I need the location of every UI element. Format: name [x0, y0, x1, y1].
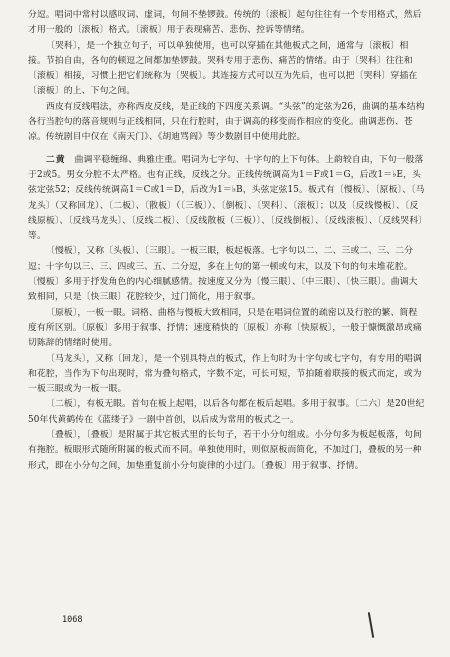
page-number: 1068	[62, 615, 83, 625]
paragraph-kuke: 〔哭科〕，是一个独立句子，可以单独使用，也可以穿插在其他板式之间，通常与〔滚板〕相接。节拍自由，各句的顿逗之间都加垫锣鼓。哭科专用于悲伤、痛苦的情绪。由于〔哭科〕往往和〔滚板〕相接，习惯上把它们统称为〔哭板〕。其连接方式可以互为先后，也可以把〔哭科〕穿插在〔滚板〕的上、下句之间。	[28, 40, 418, 97]
paragraph-malongtou: 〔马龙头〕，又称〔回龙〕，是一个别具特点的板式，作上句时为十字句或七字句，有专用的唱调和花腔，当作为下句出现时，常为叠句格式，字数不定，可长可短，节拍随着联接的板式而定，或为一板三眼或为一板一眼。	[28, 353, 422, 395]
pen-mark	[368, 612, 374, 638]
section-erhuang: 二黄 曲调平稳缠绵、典雅庄重。唱词为七字句、十字句的上下句体。上韵较自由，下句一般落于2或5。男女分腔不太严格。也有正线，反线之分。正线传统调高为1＝F或1＝G，后改1＝♭E，头弦定弦52；反线传统调高1＝C或1＝D，后改为1＝♭B，头弦定弦15。板式有〔慢板〕、〔原板〕、〔马龙头〕（又称回龙）、〔二板〕、〔散板〕（〔三板〕）、〔倒板〕、〔哭科〕、〔滚板〕；以及〔反线慢板〕、〔反线原板〕、〔反线马龙头〕、〔反线二板〕、〔反线散板（三板）〕、〔反线倒板〕、〔反线滚板〕、〔反线哭科〕等。	[28, 154, 425, 242]
paragraph-dieban: 〔叠板〕，〔叠板〕是附属于其它板式里的长句子，若干小分句组成。小分句多为板起板落，句间有拖腔。板眼形式随所附属的板式而不同。单独使用时，则似原板而简化，不加过门，叠板的另一种形式，即在小分句之间，加垫重复前小分句旋律的小过门。〔叠板〕用于叙事、抒情。	[28, 430, 422, 471]
body-text	[28, 8, 426, 474]
paragraph-xipi-fanxian: 西皮有反线唱法，亦称西皮反线，是正线的下四度关系调。“头弦”的定弦为26，曲调的基本结构各行当腔句的落音规则与正线相同，只在行腔时，由于调高的移变而作相应的变化。曲调悲伤、苍凉。传统剧目中仅在《南天门》、《胡迪骂阎》等少数剧目中使用此腔。	[28, 101, 425, 143]
paragraph-gunban-end: 分逗。唱词中常村以感叹词、虚词，句间不垫锣鼓。传统的〔滚板〕起句往往有一个专用格式，然后才用一般的〔滚板〕格式。〔滚板〕用于表现痛苦、悲伤、控诉等情绪。	[28, 10, 422, 36]
paragraph-erban: 〔二板〕，有板无眼。首句在板上起唱，以后各句都在板后起唱。多用于叙事。〔二六〕是20世纪50年代黄鹤传在《蓝缕子》一剧中首创，以后成为常用的板式之一。	[28, 399, 425, 425]
paragraph-manban: 〔慢板〕，又称〔头板〕、〔三眼〕。一板三眼，板起板落。七字句以二、二、三或二、三、二分逗；十字句以三、三、四或三、五、二分逗，多在上句的第一顿或句末，以及下句的句末堆花腔。〔慢板〕多用于抒发角色的内心细腻感情。按速度又分为〔慢三眼〕、〔中三眼〕、〔快三眼〕。曲调大致相同，只是〔快三眼〕花腔较少，过门简化，用于叙事。	[28, 246, 418, 303]
section-term: 二黄	[46, 154, 66, 165]
paragraph-yuanban: 〔原板〕，一板一眼。词格、曲格与慢板大致相同，只是在唱词位置的疏密以及行腔的繁、简程度有所区别。〔原板〕多用于叙事、抒情；速度稍快的〔原板〕亦称〔快原板〕，一般于慷慨激昂或痛切陈辞的情绪时使用。	[28, 307, 422, 349]
